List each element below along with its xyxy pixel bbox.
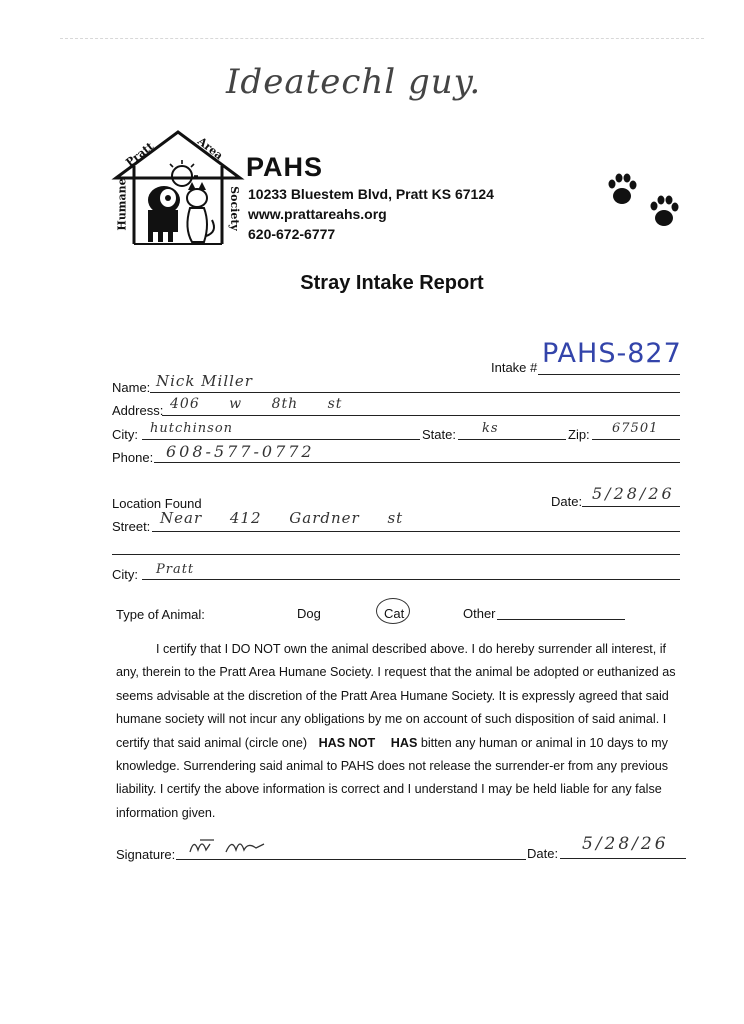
street-label: Street: <box>112 519 151 534</box>
city-label: City: <box>112 427 138 442</box>
phone-label: Phone: <box>112 450 154 465</box>
intake-line <box>538 374 680 375</box>
location-city-line <box>142 579 680 580</box>
animal-option-dog[interactable]: Dog <box>297 606 321 621</box>
signature-date-label: Date: <box>527 846 559 861</box>
certification-text <box>116 638 682 825</box>
location-date-line <box>582 506 680 507</box>
address-line <box>162 415 680 416</box>
street-line <box>152 531 680 532</box>
location-date-field[interactable]: 5/28/26 <box>592 484 675 503</box>
name-field[interactable]: Nick Miller <box>156 372 253 390</box>
org-name: PAHS <box>246 152 324 182</box>
address-field[interactable]: 406 w 8th st <box>170 396 343 412</box>
signature-label: Signature: <box>116 847 176 862</box>
certification-text-before: I certify that I DO NOT own the animal described above. I do hereby surrender all interest, if any, therein to the Pratt Area Humane Society. I request that the animal be adopted or euthanized as seems advisable at the discretion of the Pratt Area Humane Society. It is expressly agreed that said humane society will not incur any obligations by me on account of such disposition of said animal. I certify that said animal (circle one) <box>116 642 676 750</box>
signature-date-field[interactable]: 5/28/26 <box>582 834 669 854</box>
logo-word-humane: Humane <box>115 178 129 231</box>
phone-line <box>154 462 680 463</box>
street-line-2 <box>112 554 680 555</box>
signature-scribble[interactable] <box>186 834 272 865</box>
org-website: www.prattareahs.org <box>248 206 387 222</box>
cat-circled-mark <box>376 598 410 624</box>
name-label: Name: <box>112 380 151 395</box>
phone-field[interactable]: 608-577-0772 <box>166 442 315 461</box>
location-city-field[interactable]: Pratt <box>156 562 195 577</box>
zip-label: Zip: <box>568 427 590 442</box>
org-address: 10233 Bluestem Blvd, Pratt KS 67124 <box>248 186 494 202</box>
city-line <box>142 439 420 440</box>
state-line <box>458 439 566 440</box>
other-line <box>497 619 625 620</box>
state-field[interactable]: ks <box>482 421 499 436</box>
zip-field[interactable]: 67501 <box>612 421 659 436</box>
has-option[interactable]: HAS <box>390 735 418 750</box>
page-title: Stray Intake Report <box>300 272 484 294</box>
logo-word-area: Area <box>195 134 226 163</box>
handwritten-note: Ideatechl guy. <box>226 62 482 102</box>
animal-option-cat[interactable]: Cat <box>384 606 405 621</box>
address-label: Address: <box>112 403 164 418</box>
intake-label: Intake # <box>491 360 538 375</box>
zip-line <box>592 439 680 440</box>
state-label: State: <box>422 427 456 442</box>
street-field[interactable]: Near 412 Gardner st <box>160 509 404 527</box>
animal-option-other[interactable]: Other <box>463 606 496 621</box>
paw-print-icon <box>604 172 688 239</box>
logo-word-pratt: Pratt <box>123 139 157 170</box>
intake-number-field[interactable]: PAHS-827 <box>542 338 682 369</box>
has-not-option[interactable]: HAS NOT <box>318 735 376 750</box>
city-field[interactable]: hutchinson <box>150 421 234 436</box>
location-heading: Location Found <box>112 496 202 511</box>
certification-text-after: bitten any human or animal in 10 days to my knowledge. Surrendering said animal to PAHS does not release the surrender-er from any previous liability. I certify the above information is correct and I understand I may be held liable for any false information given. <box>116 735 669 820</box>
location-city-label: City: <box>112 567 138 582</box>
org-phone: 620-672-6777 <box>248 226 336 242</box>
pahs-logo <box>108 128 248 250</box>
animal-type-label: Type of Animal: <box>116 607 205 622</box>
logo-word-society: Society <box>227 186 241 231</box>
name-line <box>150 392 680 393</box>
scan-edge <box>60 38 704 39</box>
location-date-label: Date: <box>551 494 583 509</box>
signature-date-line <box>560 858 686 859</box>
